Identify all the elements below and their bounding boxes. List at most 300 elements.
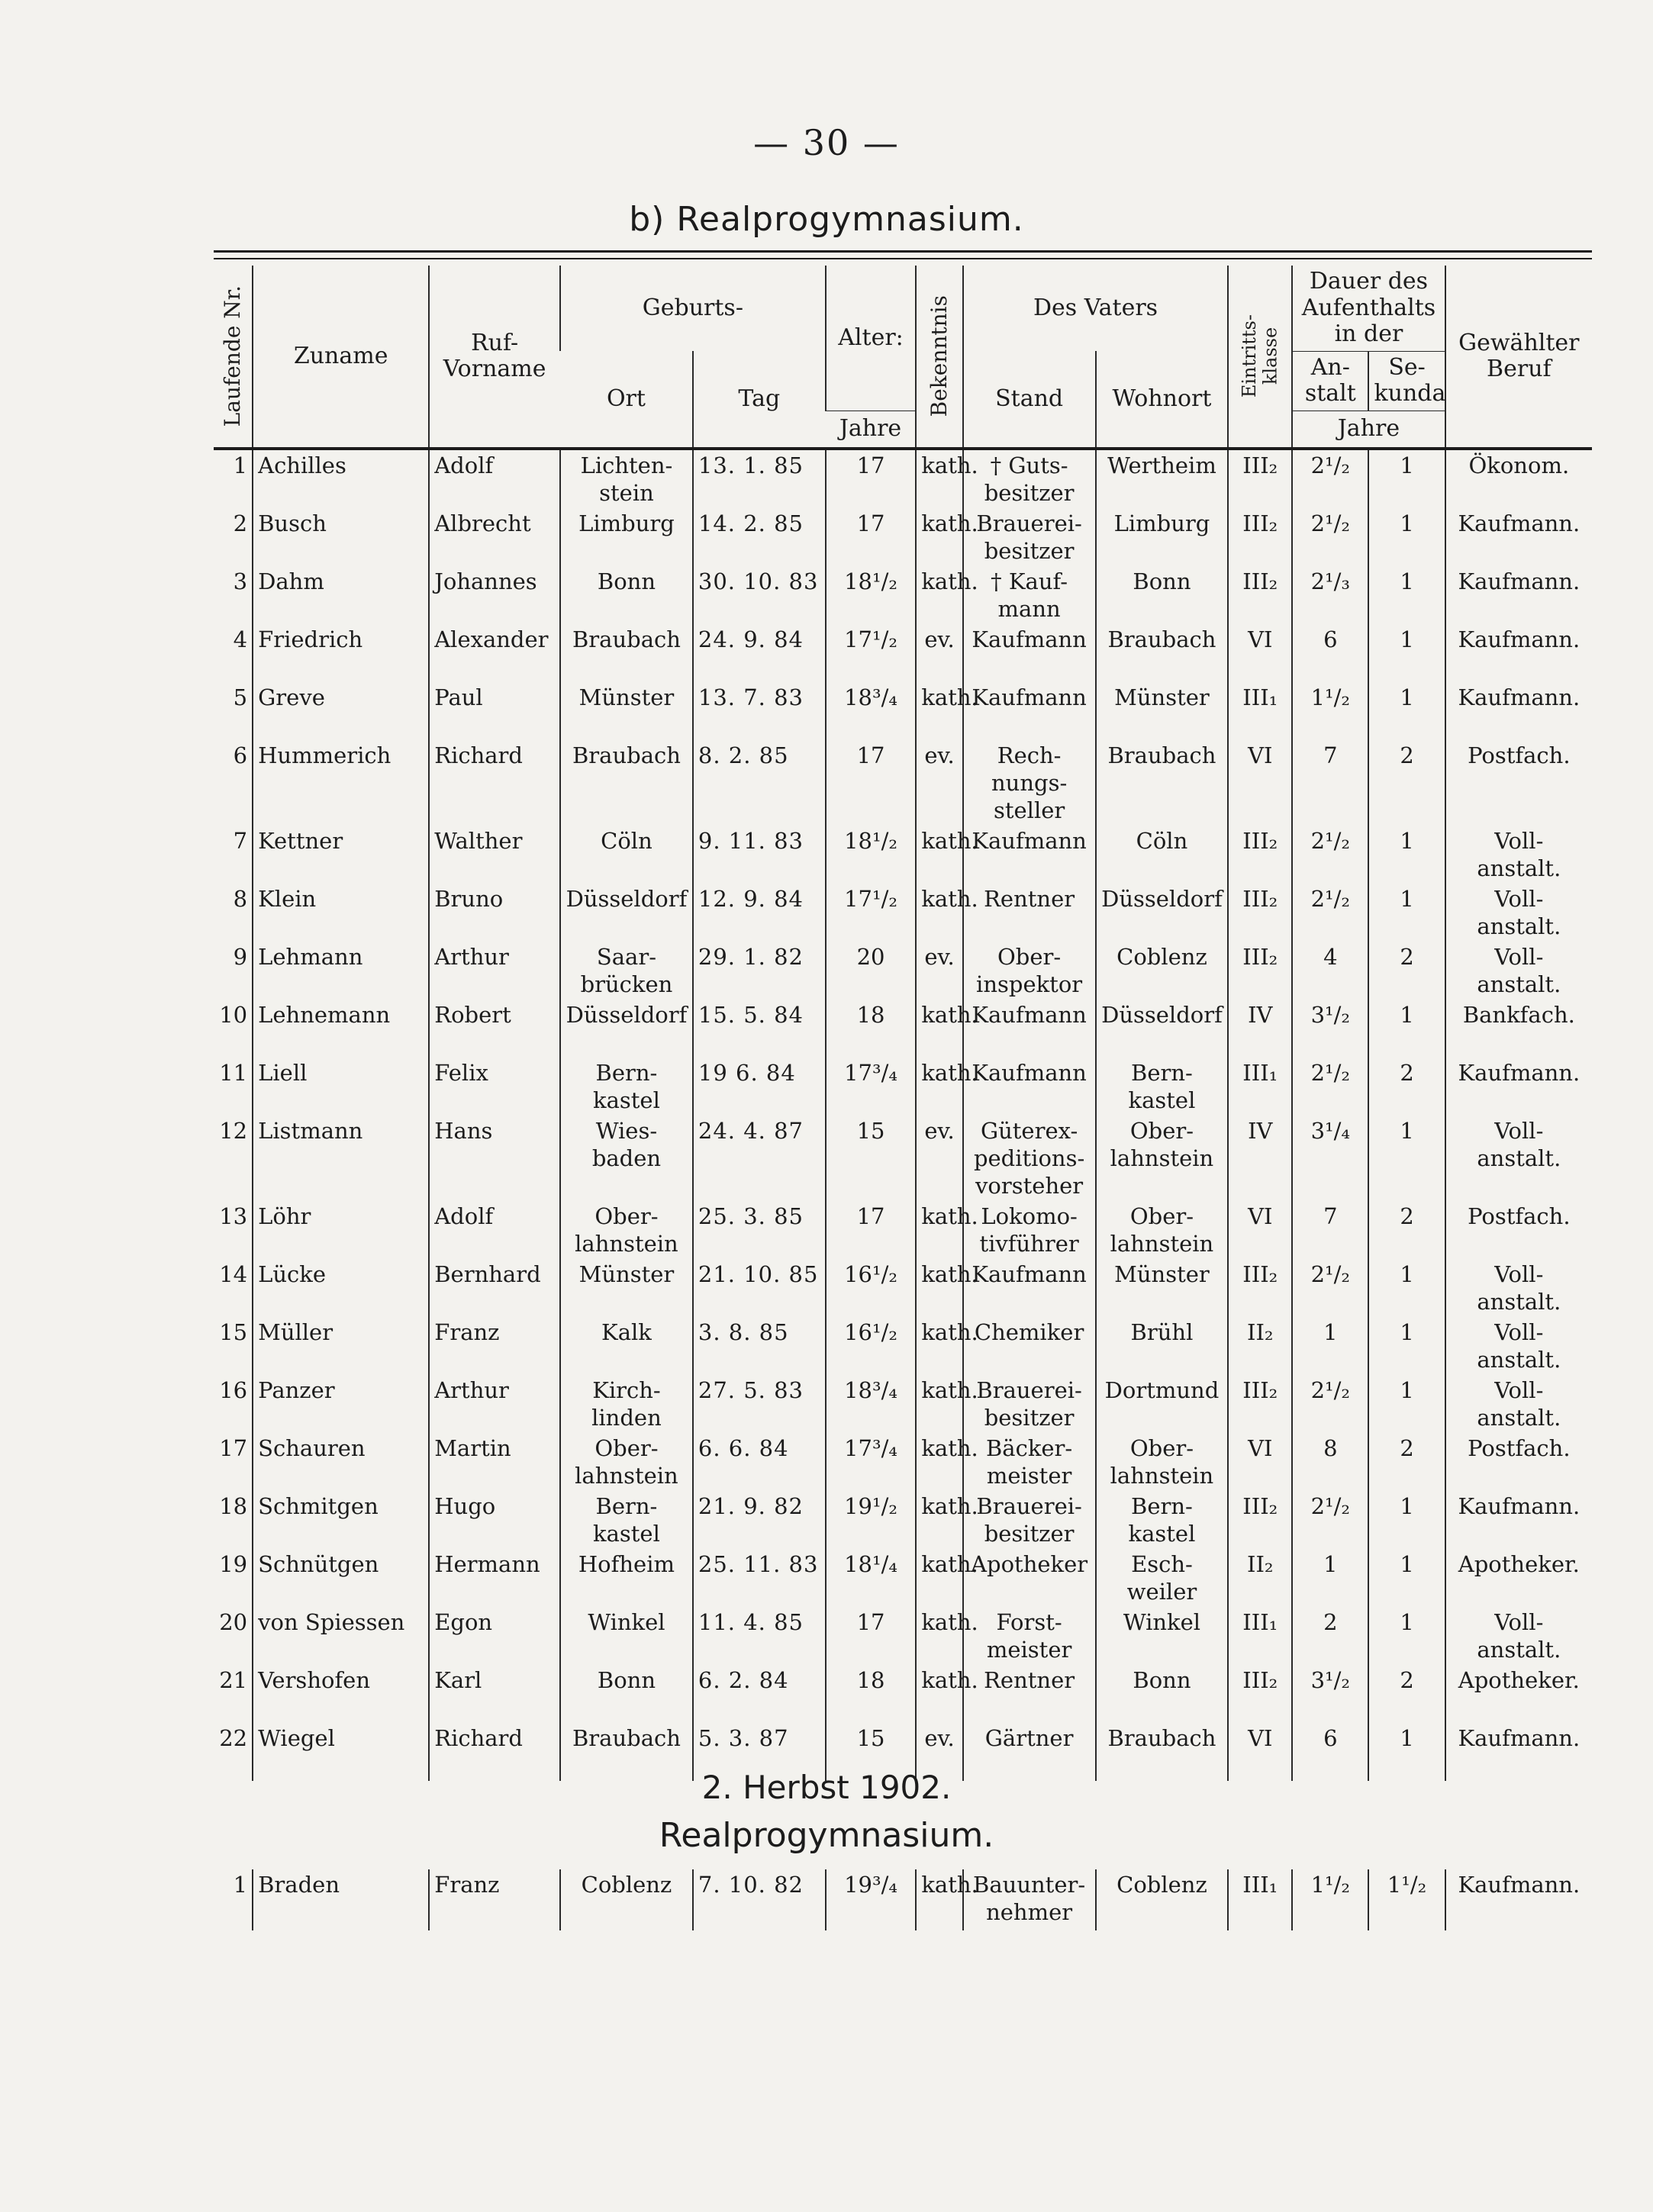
years-institution-cell: 7	[1292, 740, 1368, 826]
father-residence-cell: Bern- kastel	[1096, 1491, 1229, 1549]
table-body-herbst	[214, 1869, 1592, 1930]
first-name-cell: Hermann	[429, 1549, 560, 1607]
surname-cell: Klein	[253, 884, 429, 942]
father-residence-cell: Cöln	[1096, 826, 1229, 884]
first-name-cell: Johannes	[429, 566, 560, 624]
surname-cell: Hummerich	[253, 740, 429, 826]
surname-cell: Müller	[253, 1317, 429, 1375]
first-name-cell: Paul	[429, 682, 560, 740]
birthplace-cell: Kalk	[560, 1317, 693, 1375]
years-institution-cell: 1	[1292, 1317, 1368, 1375]
years-sekunda-cell: 1	[1368, 1375, 1445, 1433]
confession-cell: kath.	[916, 1375, 962, 1433]
confession-cell: ev.	[916, 942, 962, 1000]
father-occupation-cell: † Kauf- mann	[963, 566, 1096, 624]
years-sekunda-cell: 1	[1368, 508, 1445, 566]
chosen-profession-cell: Kaufmann.	[1445, 1058, 1592, 1116]
birth-date-cell: 5. 3. 87	[693, 1723, 826, 1781]
header-geburts: Geburts-	[560, 266, 826, 351]
row-number-cell: 5	[233, 684, 248, 710]
years-institution-cell: 3¹/₄	[1292, 1116, 1368, 1201]
chosen-profession-cell: Voll- anstalt.	[1445, 1317, 1592, 1375]
entry-class-cell: VI	[1228, 1433, 1292, 1491]
father-residence-cell: Ober- lahnstein	[1096, 1433, 1229, 1491]
confession-cell: kath.	[916, 1317, 962, 1375]
confession-cell: kath.	[916, 884, 962, 942]
chosen-profession-cell: Voll- anstalt.	[1445, 1607, 1592, 1665]
years-sekunda-cell: 2	[1368, 1433, 1445, 1491]
birth-date-cell: 27. 5. 83	[693, 1375, 826, 1433]
entry-class-cell: III₁	[1228, 1869, 1292, 1930]
entry-class-cell: III₂	[1228, 508, 1292, 566]
years-institution-cell: 2¹/₂	[1292, 1375, 1368, 1433]
father-occupation-cell: Rentner	[963, 1665, 1096, 1723]
header-top-rule	[214, 250, 1592, 253]
entry-class-cell: III₂	[1228, 884, 1292, 942]
first-name-cell: Arthur	[429, 942, 560, 1000]
birthplace-cell: Bonn	[560, 1665, 693, 1723]
confession-cell: ev.	[916, 624, 962, 682]
confession-cell: kath.	[916, 1058, 962, 1116]
row-number-cell: 15	[219, 1319, 248, 1345]
first-name-cell: Bruno	[429, 884, 560, 942]
header-rufvorname: Ruf- Vorname	[429, 266, 560, 449]
first-name-cell: Egon	[429, 1607, 560, 1665]
table-body	[214, 449, 1592, 1781]
header-eintrittsklasse: Eintritts- klasse	[1228, 266, 1292, 449]
age-cell: 18¹/₂	[826, 826, 917, 884]
birth-date-cell: 24. 9. 84	[693, 624, 826, 682]
table-row	[214, 508, 1592, 566]
first-name-cell: Karl	[429, 1665, 560, 1723]
row-number-cell: 10	[219, 1002, 248, 1028]
entry-class-cell: III₂	[1228, 449, 1292, 508]
father-residence-cell: Münster	[1096, 1259, 1229, 1317]
father-residence-cell: Coblenz	[1096, 1869, 1229, 1930]
chosen-profession-cell: Kaufmann.	[1445, 624, 1592, 682]
father-occupation-cell: Apotheker	[963, 1549, 1096, 1607]
chosen-profession-cell: Voll- anstalt.	[1445, 884, 1592, 942]
years-institution-cell: 2	[1292, 1607, 1368, 1665]
row-number-cell: 18	[219, 1493, 248, 1519]
surname-cell: Listmann	[253, 1116, 429, 1201]
birth-date-cell: 6. 2. 84	[693, 1665, 826, 1723]
years-sekunda-cell: 2	[1368, 1058, 1445, 1116]
years-institution-cell: 1¹/₂	[1292, 682, 1368, 740]
years-sekunda-cell: 1¹/₂	[1368, 1869, 1445, 1930]
table-row	[214, 1058, 1592, 1116]
header-bekenntnis: Bekenntnis	[916, 266, 962, 449]
confession-cell: kath.	[916, 1491, 962, 1549]
chosen-profession-cell: Kaufmann.	[1445, 508, 1592, 566]
table-row	[214, 1665, 1592, 1723]
birth-date-cell: 14. 2. 85	[693, 508, 826, 566]
birth-date-cell: 25. 3. 85	[693, 1201, 826, 1259]
years-sekunda-cell: 1	[1368, 1000, 1445, 1058]
first-name-cell: Adolf	[429, 449, 560, 508]
table-row	[214, 884, 1592, 942]
entry-class-cell: III₂	[1228, 942, 1292, 1000]
header-sekunda: Se- kunda	[1368, 351, 1445, 411]
table-row	[214, 682, 1592, 740]
first-name-cell: Franz	[429, 1869, 560, 1930]
subsection-subtitle: Realprogymnasium.	[659, 1816, 994, 1855]
years-sekunda-cell: 1	[1368, 682, 1445, 740]
row-number-cell: 3	[233, 568, 248, 594]
birth-date-cell: 21. 9. 82	[693, 1491, 826, 1549]
entry-class-cell: III₁	[1228, 1058, 1292, 1116]
age-cell: 18	[826, 1000, 917, 1058]
father-residence-cell: Limburg	[1096, 508, 1229, 566]
confession-cell: ev.	[916, 740, 962, 826]
years-institution-cell: 2¹/₂	[1292, 826, 1368, 884]
entry-class-cell: III₁	[1228, 682, 1292, 740]
father-residence-cell: Bonn	[1096, 566, 1229, 624]
table-row	[214, 1317, 1592, 1375]
birth-date-cell: 15. 5. 84	[693, 1000, 826, 1058]
father-residence-cell: Ober- lahnstein	[1096, 1116, 1229, 1201]
row-number-cell: 9	[233, 944, 248, 970]
entry-class-cell: III₂	[1228, 1375, 1292, 1433]
confession-cell: kath.	[916, 1869, 962, 1930]
first-name-cell: Robert	[429, 1000, 560, 1058]
header-wohnort: Wohnort	[1096, 351, 1229, 449]
header-dauer: Dauer des Aufenthalts in der	[1292, 266, 1445, 351]
birthplace-cell: Bern- kastel	[560, 1491, 693, 1549]
father-residence-cell: Coblenz	[1096, 942, 1229, 1000]
surname-cell: Löhr	[253, 1201, 429, 1259]
age-cell: 17	[826, 1201, 917, 1259]
father-occupation-cell: Brauerei- besitzer	[963, 508, 1096, 566]
years-sekunda-cell: 2	[1368, 1665, 1445, 1723]
age-cell: 16¹/₂	[826, 1259, 917, 1317]
page-number: — 30 —	[753, 122, 900, 163]
first-name-cell: Alexander	[429, 624, 560, 682]
table-row	[214, 1491, 1592, 1549]
birth-date-cell: 29. 1. 82	[693, 942, 826, 1000]
header-top-rule-2	[214, 258, 1592, 259]
birth-date-cell: 13. 7. 83	[693, 682, 826, 740]
row-number-cell: 16	[219, 1377, 248, 1403]
row-number-cell: 8	[233, 886, 248, 912]
surname-cell: Schmitgen	[253, 1491, 429, 1549]
age-cell: 19³/₄	[826, 1869, 917, 1930]
birthplace-cell: Ober- lahnstein	[560, 1433, 693, 1491]
father-occupation-cell: Güterex- peditions- vorsteher	[963, 1116, 1096, 1201]
birthplace-cell: Winkel	[560, 1607, 693, 1665]
confession-cell: kath.	[916, 1433, 962, 1491]
confession-cell: kath.	[916, 682, 962, 740]
surname-cell: Friedrich	[253, 624, 429, 682]
father-occupation-cell: Kaufmann	[963, 1000, 1096, 1058]
surname-cell: Busch	[253, 508, 429, 566]
row-number-cell: 22	[219, 1725, 248, 1751]
father-residence-cell: Wertheim	[1096, 449, 1229, 508]
age-cell: 17¹/₂	[826, 884, 917, 942]
birth-date-cell: 25. 11. 83	[693, 1549, 826, 1607]
years-institution-cell: 6	[1292, 624, 1368, 682]
years-sekunda-cell: 1	[1368, 1116, 1445, 1201]
table-row	[214, 566, 1592, 624]
register-table	[214, 266, 1592, 1781]
surname-cell: Lehnemann	[253, 1000, 429, 1058]
age-cell: 19¹/₂	[826, 1491, 917, 1549]
chosen-profession-cell: Apotheker.	[1445, 1665, 1592, 1723]
years-institution-cell: 3¹/₂	[1292, 1000, 1368, 1058]
years-sekunda-cell: 2	[1368, 942, 1445, 1000]
age-cell: 16¹/₂	[826, 1317, 917, 1375]
years-sekunda-cell: 1	[1368, 1259, 1445, 1317]
years-sekunda-cell: 1	[1368, 624, 1445, 682]
chosen-profession-cell: Bankfach.	[1445, 1000, 1592, 1058]
birthplace-cell: Saar- brücken	[560, 942, 693, 1000]
father-occupation-cell: Forst- meister	[963, 1607, 1096, 1665]
chosen-profession-cell: Ökonom.	[1445, 449, 1592, 508]
header-laufende-nr: Laufende Nr.	[219, 285, 245, 427]
chosen-profession-cell: Postfach.	[1445, 740, 1592, 826]
chosen-profession-cell: Kaufmann.	[1445, 1723, 1592, 1781]
years-sekunda-cell: 1	[1368, 1549, 1445, 1607]
father-occupation-cell: Brauerei- besitzer	[963, 1491, 1096, 1549]
age-cell: 18¹/₂	[826, 566, 917, 624]
years-institution-cell: 6	[1292, 1723, 1368, 1781]
birth-date-cell: 6. 6. 84	[693, 1433, 826, 1491]
entry-class-cell: III₂	[1228, 1259, 1292, 1317]
father-occupation-cell: Rech- nungs- steller	[963, 740, 1096, 826]
birthplace-cell: Münster	[560, 1259, 693, 1317]
first-name-cell: Hugo	[429, 1491, 560, 1549]
age-cell: 17	[826, 1607, 917, 1665]
header-ort: Ort	[606, 385, 646, 412]
birth-date-cell: 30. 10. 83	[693, 566, 826, 624]
birthplace-cell: Düsseldorf	[560, 884, 693, 942]
years-institution-cell: 2¹/₃	[1292, 566, 1368, 624]
table-row	[214, 1549, 1592, 1607]
father-residence-cell: Braubach	[1096, 624, 1229, 682]
years-sekunda-cell: 1	[1368, 1491, 1445, 1549]
chosen-profession-cell: Voll- anstalt.	[1445, 826, 1592, 884]
row-number-cell: 1	[233, 452, 248, 478]
confession-cell: ev.	[916, 1723, 962, 1781]
entry-class-cell: IV	[1228, 1000, 1292, 1058]
birthplace-cell: Münster	[560, 682, 693, 740]
years-institution-cell: 2¹/₂	[1292, 1259, 1368, 1317]
birth-date-cell: 21. 10. 85	[693, 1259, 826, 1317]
first-name-cell: Richard	[429, 1723, 560, 1781]
father-residence-cell: Braubach	[1096, 740, 1229, 826]
age-cell: 20	[826, 942, 917, 1000]
subsection-title: 2. Herbst 1902.	[701, 1769, 952, 1806]
years-sekunda-cell: 1	[1368, 826, 1445, 884]
table-row	[214, 624, 1592, 682]
header-tag: Tag	[693, 351, 826, 449]
row-number-cell: 7	[233, 828, 248, 854]
age-cell: 18	[826, 1665, 917, 1723]
confession-cell: kath.	[916, 1259, 962, 1317]
father-residence-cell: Winkel	[1096, 1607, 1229, 1665]
table-row	[214, 826, 1592, 884]
father-residence-cell: Braubach	[1096, 1723, 1229, 1781]
father-residence-cell: Esch- weiler	[1096, 1549, 1229, 1607]
chosen-profession-cell: Voll- anstalt.	[1445, 942, 1592, 1000]
years-institution-cell: 2¹/₂	[1292, 1491, 1368, 1549]
birth-date-cell: 3. 8. 85	[693, 1317, 826, 1375]
table-row	[214, 1607, 1592, 1665]
father-residence-cell: Bern- kastel	[1096, 1058, 1229, 1116]
birthplace-cell: Wies- baden	[560, 1116, 693, 1201]
first-name-cell: Arthur	[429, 1375, 560, 1433]
row-number-cell: 20	[219, 1609, 248, 1635]
first-name-cell: Martin	[429, 1433, 560, 1491]
chosen-profession-cell: Kaufmann.	[1445, 682, 1592, 740]
table-row	[214, 1869, 1592, 1930]
entry-class-cell: III₂	[1228, 1665, 1292, 1723]
years-sekunda-cell: 2	[1368, 740, 1445, 826]
header-alter: Alter:	[826, 266, 917, 411]
row-number-cell: 4	[233, 626, 248, 652]
birth-date-cell: 11. 4. 85	[693, 1607, 826, 1665]
row-number-cell: 17	[219, 1435, 248, 1461]
table-row	[214, 1201, 1592, 1259]
entry-class-cell: III₂	[1228, 1491, 1292, 1549]
age-cell: 18³/₄	[826, 1375, 917, 1433]
row-number-cell: 2	[233, 510, 248, 536]
birthplace-cell: Kirch- linden	[560, 1375, 693, 1433]
father-occupation-cell: Kaufmann	[963, 624, 1096, 682]
header-beruf: Gewählter Beruf	[1445, 266, 1592, 449]
row-number-cell: 6	[233, 742, 248, 768]
years-sekunda-cell: 1	[1368, 1723, 1445, 1781]
table-row	[214, 1375, 1592, 1433]
header-jahre: Jahre	[826, 411, 917, 449]
years-institution-cell: 1¹/₂	[1292, 1869, 1368, 1930]
table-row	[214, 1000, 1592, 1058]
surname-cell: Vershofen	[253, 1665, 429, 1723]
row-number-cell: 1	[233, 1872, 248, 1898]
years-sekunda-cell: 2	[1368, 1201, 1445, 1259]
header-anstalt: An- stalt	[1292, 351, 1368, 411]
table-row	[214, 1433, 1592, 1491]
entry-class-cell: III₂	[1228, 826, 1292, 884]
years-institution-cell: 7	[1292, 1201, 1368, 1259]
birth-date-cell: 19 6. 84	[693, 1058, 826, 1116]
surname-cell: Panzer	[253, 1375, 429, 1433]
header-stand: Stand	[963, 351, 1096, 449]
birthplace-cell: Coblenz	[560, 1869, 693, 1930]
surname-cell: Kettner	[253, 826, 429, 884]
age-cell: 17	[826, 508, 917, 566]
birthplace-cell: Limburg	[560, 508, 693, 566]
confession-cell: kath.	[916, 1665, 962, 1723]
first-name-cell: Adolf	[429, 1201, 560, 1259]
row-number-cell: 11	[219, 1060, 248, 1086]
row-number-cell: 21	[219, 1667, 248, 1693]
age-cell: 17	[826, 449, 917, 508]
row-number-cell: 13	[219, 1203, 248, 1229]
birthplace-cell: Hofheim	[560, 1549, 693, 1607]
entry-class-cell: VI	[1228, 740, 1292, 826]
birthplace-cell: Braubach	[560, 624, 693, 682]
years-sekunda-cell: 1	[1368, 1607, 1445, 1665]
surname-cell: Schnütgen	[253, 1549, 429, 1607]
entry-class-cell: VI	[1228, 1201, 1292, 1259]
surname-cell: Schauren	[253, 1433, 429, 1491]
years-institution-cell: 8	[1292, 1433, 1368, 1491]
years-sekunda-cell: 1	[1368, 566, 1445, 624]
father-occupation-cell: † Guts- besitzer	[963, 449, 1096, 508]
father-residence-cell: Ober- lahnstein	[1096, 1201, 1229, 1259]
birthplace-cell: Braubach	[560, 740, 693, 826]
table-row	[214, 449, 1592, 508]
first-name-cell: Bernhard	[429, 1259, 560, 1317]
years-institution-cell: 2¹/₂	[1292, 449, 1368, 508]
age-cell: 18³/₄	[826, 682, 917, 740]
confession-cell: kath.	[916, 449, 962, 508]
header-des-vaters: Des Vaters	[963, 266, 1229, 351]
header-zuname: Zuname	[253, 266, 429, 449]
first-name-cell: Albrecht	[429, 508, 560, 566]
chosen-profession-cell: Apotheker.	[1445, 1549, 1592, 1607]
father-occupation-cell: Kaufmann	[963, 1259, 1096, 1317]
birth-date-cell: 24. 4. 87	[693, 1116, 826, 1201]
confession-cell: ev.	[916, 1116, 962, 1201]
father-residence-cell: Düsseldorf	[1096, 884, 1229, 942]
birth-date-cell: 13. 1. 85	[693, 449, 826, 508]
section-title: b) Realprogymnasium.	[629, 200, 1024, 239]
entry-class-cell: IV	[1228, 1116, 1292, 1201]
years-sekunda-cell: 1	[1368, 1317, 1445, 1375]
confession-cell: kath.	[916, 566, 962, 624]
surname-cell: Greve	[253, 682, 429, 740]
age-cell: 15	[826, 1723, 917, 1781]
birthplace-cell: Braubach	[560, 1723, 693, 1781]
row-number-cell: 19	[219, 1551, 248, 1577]
birth-date-cell: 7. 10. 82	[693, 1869, 826, 1930]
row-number-cell: 12	[219, 1118, 248, 1144]
age-cell: 17	[826, 740, 917, 826]
entry-class-cell: III₂	[1228, 566, 1292, 624]
birthplace-cell: Bonn	[560, 566, 693, 624]
table-row	[214, 740, 1592, 826]
years-institution-cell: 2¹/₂	[1292, 884, 1368, 942]
years-sekunda-cell: 1	[1368, 884, 1445, 942]
surname-cell: Liell	[253, 1058, 429, 1116]
surname-cell: Lehmann	[253, 942, 429, 1000]
table-row	[214, 942, 1592, 1000]
birthplace-cell: Bern- kastel	[560, 1058, 693, 1116]
surname-cell: Wiegel	[253, 1723, 429, 1781]
years-institution-cell: 1	[1292, 1549, 1368, 1607]
table-row	[214, 1116, 1592, 1201]
years-institution-cell: 3¹/₂	[1292, 1665, 1368, 1723]
age-cell: 15	[826, 1116, 917, 1201]
father-occupation-cell: Bauunter- nehmer	[963, 1869, 1096, 1930]
confession-cell: kath.	[916, 1549, 962, 1607]
chosen-profession-cell: Voll- anstalt.	[1445, 1375, 1592, 1433]
birth-date-cell: 8. 2. 85	[693, 740, 826, 826]
father-occupation-cell: Ober- inspektor	[963, 942, 1096, 1000]
chosen-profession-cell: Postfach.	[1445, 1433, 1592, 1491]
years-institution-cell: 2¹/₂	[1292, 1058, 1368, 1116]
surname-cell: Achilles	[253, 449, 429, 508]
age-cell: 17³/₄	[826, 1058, 917, 1116]
table-header	[214, 266, 1592, 449]
age-cell: 18¹/₄	[826, 1549, 917, 1607]
confession-cell: kath.	[916, 1000, 962, 1058]
header-dauer-jahre: Jahre	[1292, 411, 1445, 449]
surname-cell: Lücke	[253, 1259, 429, 1317]
years-sekunda-cell: 1	[1368, 449, 1445, 508]
